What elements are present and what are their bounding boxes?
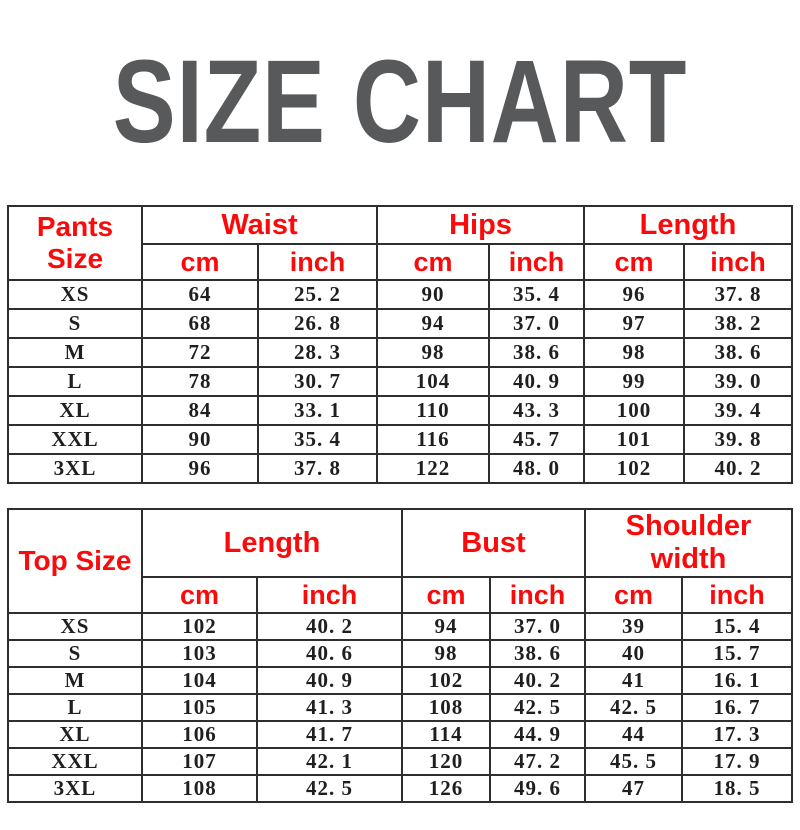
measurement-value: 68 (142, 309, 258, 338)
measurement-value: 114 (402, 721, 490, 748)
table-row (8, 640, 792, 667)
measurement-value: 37. 0 (489, 309, 584, 338)
measurement-value: 104 (142, 667, 257, 694)
measurement-value: 38. 2 (684, 309, 792, 338)
size-label: M (8, 338, 142, 367)
length-cm-header: cm (584, 244, 684, 280)
measurement-value: 45. 7 (489, 425, 584, 454)
measurement-value: 116 (377, 425, 489, 454)
measurement-value: 78 (142, 367, 258, 396)
waist-inch-header: inch (258, 244, 377, 280)
measurement-value: 41. 3 (257, 694, 402, 721)
measurement-value: 64 (142, 280, 258, 309)
measurement-value: 102 (584, 454, 684, 483)
measurement-value: 96 (584, 280, 684, 309)
measurement-value: 30. 7 (258, 367, 377, 396)
measurement-value: 42. 5 (257, 775, 402, 802)
table-row (8, 667, 792, 694)
measurement-value: 47 (585, 775, 682, 802)
measurement-value: 39. 0 (684, 367, 792, 396)
table-row (8, 396, 792, 425)
measurement-value: 72 (142, 338, 258, 367)
measurement-value: 26. 8 (258, 309, 377, 338)
measurement-value: 38. 6 (490, 640, 585, 667)
page-title: SIZE CHART (112, 36, 688, 168)
measurement-value: 40. 9 (489, 367, 584, 396)
measurement-value: 90 (142, 425, 258, 454)
measurement-value: 28. 3 (258, 338, 377, 367)
measurement-value: 15. 4 (682, 613, 792, 640)
title-area (0, 30, 800, 175)
measurement-value: 84 (142, 396, 258, 425)
measurement-value: 35. 4 (489, 280, 584, 309)
measurement-value: 35. 4 (258, 425, 377, 454)
pants-size-corner-label: Pants Size (8, 206, 142, 280)
measurement-value: 39. 4 (684, 396, 792, 425)
size-label: XL (8, 396, 142, 425)
measurement-value: 39 (585, 613, 682, 640)
measurement-value: 39. 8 (684, 425, 792, 454)
table-row (8, 721, 792, 748)
length-inch-header: inch (257, 577, 402, 613)
measurement-value: 44. 9 (490, 721, 585, 748)
measurement-value: 41 (585, 667, 682, 694)
shoulder-cm-header: cm (585, 577, 682, 613)
shoulder-inch-header: inch (682, 577, 792, 613)
measurement-value: 37. 0 (490, 613, 585, 640)
table-row (8, 694, 792, 721)
measurement-value: 40. 2 (684, 454, 792, 483)
measurement-value: 98 (584, 338, 684, 367)
measurement-value: 37. 8 (684, 280, 792, 309)
measurement-value: 17. 9 (682, 748, 792, 775)
measurement-value: 37. 8 (258, 454, 377, 483)
measurement-value: 97 (584, 309, 684, 338)
bust-inch-header: inch (490, 577, 585, 613)
measurement-value: 40. 6 (257, 640, 402, 667)
measurement-value: 94 (377, 309, 489, 338)
table-row (8, 454, 792, 483)
length-column-header: Length (584, 206, 792, 244)
measurement-value: 103 (142, 640, 257, 667)
header-row-groups (8, 206, 792, 244)
pants-table-header (8, 206, 792, 280)
hips-column-header: Hips (377, 206, 584, 244)
measurement-value: 105 (142, 694, 257, 721)
top-size-corner-label: Top Size (8, 509, 142, 613)
table-row (8, 367, 792, 396)
measurement-value: 25. 2 (258, 280, 377, 309)
measurement-value: 16. 1 (682, 667, 792, 694)
size-label: XS (8, 613, 142, 640)
measurement-value: 38. 6 (489, 338, 584, 367)
measurement-value: 94 (402, 613, 490, 640)
measurement-value: 108 (142, 775, 257, 802)
measurement-value: 90 (377, 280, 489, 309)
measurement-value: 48. 0 (489, 454, 584, 483)
size-label: S (8, 640, 142, 667)
size-label: XXL (8, 748, 142, 775)
measurement-value: 126 (402, 775, 490, 802)
measurement-value: 108 (402, 694, 490, 721)
top-size-table (7, 508, 793, 803)
measurement-value: 122 (377, 454, 489, 483)
size-label: L (8, 367, 142, 396)
measurement-value: 42. 1 (257, 748, 402, 775)
table-row (8, 425, 792, 454)
table-row (8, 280, 792, 309)
top-table-body (8, 613, 792, 802)
measurement-value: 40. 2 (490, 667, 585, 694)
table-row (8, 613, 792, 640)
length-cm-header: cm (142, 577, 257, 613)
size-label: 3XL (8, 454, 142, 483)
size-label: S (8, 309, 142, 338)
header-row-groups (8, 509, 792, 577)
measurement-value: 15. 7 (682, 640, 792, 667)
table-row (8, 338, 792, 367)
pants-size-table (7, 205, 793, 484)
measurement-value: 40 (585, 640, 682, 667)
size-chart-page (0, 30, 800, 830)
waist-column-header: Waist (142, 206, 377, 244)
measurement-value: 110 (377, 396, 489, 425)
length-inch-header: inch (684, 244, 792, 280)
table-row (8, 309, 792, 338)
hips-inch-header: inch (489, 244, 584, 280)
measurement-value: 42. 5 (585, 694, 682, 721)
measurement-value: 107 (142, 748, 257, 775)
measurement-value: 40. 9 (257, 667, 402, 694)
shoulder-width-column-header: Shoulder width (585, 509, 792, 577)
hips-cm-header: cm (377, 244, 489, 280)
measurement-value: 41. 7 (257, 721, 402, 748)
measurement-value: 16. 7 (682, 694, 792, 721)
measurement-value: 101 (584, 425, 684, 454)
size-label: 3XL (8, 775, 142, 802)
measurement-value: 104 (377, 367, 489, 396)
measurement-value: 102 (402, 667, 490, 694)
measurement-value: 33. 1 (258, 396, 377, 425)
size-label: M (8, 667, 142, 694)
measurement-value: 99 (584, 367, 684, 396)
table-row (8, 748, 792, 775)
measurement-value: 102 (142, 613, 257, 640)
size-label: XL (8, 721, 142, 748)
measurement-value: 45. 5 (585, 748, 682, 775)
measurement-value: 120 (402, 748, 490, 775)
size-label: XXL (8, 425, 142, 454)
size-label: L (8, 694, 142, 721)
measurement-value: 40. 2 (257, 613, 402, 640)
table-row (8, 775, 792, 802)
measurement-value: 47. 2 (490, 748, 585, 775)
measurement-value: 106 (142, 721, 257, 748)
length-column-header: Length (142, 509, 402, 577)
bust-cm-header: cm (402, 577, 490, 613)
measurement-value: 98 (377, 338, 489, 367)
measurement-value: 44 (585, 721, 682, 748)
measurement-value: 100 (584, 396, 684, 425)
measurement-value: 49. 6 (490, 775, 585, 802)
measurement-value: 98 (402, 640, 490, 667)
top-table-header (8, 509, 792, 613)
measurement-value: 18. 5 (682, 775, 792, 802)
pants-table-body (8, 280, 792, 483)
bust-column-header: Bust (402, 509, 585, 577)
measurement-value: 17. 3 (682, 721, 792, 748)
measurement-value: 42. 5 (490, 694, 585, 721)
measurement-value: 38. 6 (684, 338, 792, 367)
waist-cm-header: cm (142, 244, 258, 280)
size-label: XS (8, 280, 142, 309)
measurement-value: 96 (142, 454, 258, 483)
measurement-value: 43. 3 (489, 396, 584, 425)
